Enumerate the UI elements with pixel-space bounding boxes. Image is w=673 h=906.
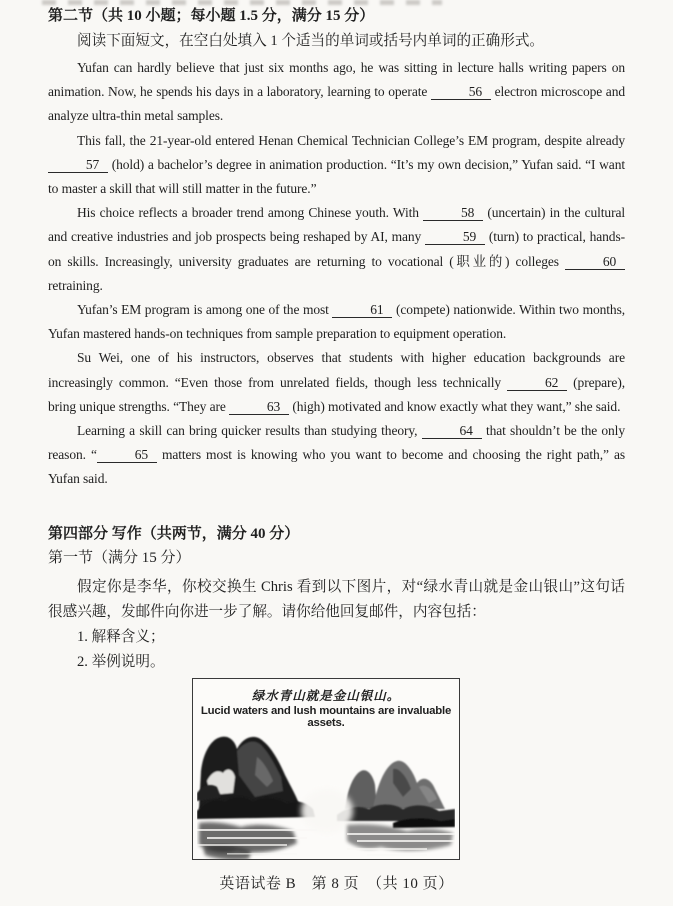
page-content	[48, 4, 625, 675]
section2-heading: 第二节（共 10 小题；每小题 1.5 分，满分 15 分）	[48, 8, 375, 24]
cloze-blank-61: 61	[332, 302, 392, 318]
writing-points-list	[77, 625, 625, 675]
picture-caption-chinese: 绿水青山就是金山银山。	[251, 689, 401, 703]
cloze-paragraph-3: His choice reflects a broader trend among Chinese youth. With 58 (uncertain) in the cultural and creative industries and job prospects being reshaped by AI, many 59 (turn) to practical, hands-on skills. Increasingly, university graduates are returning to vocational (职业的) colleges 60 retraining.	[48, 205, 626, 293]
cloze-blank-60: 60	[565, 254, 625, 270]
cloze-paragraph-5: Su Wei, one of his instructors, observes that students with higher education backgrounds are increasingly common. “Even those from unrelated fields, though less technically 62 (prepare), bring unique strengths. “They are 63 (high) motivated and know exactly what they want,” she said.	[48, 350, 625, 414]
cloze-blank-59: 59	[425, 229, 485, 245]
section4-heading: 第四部分 写作（共两节，满分 40 分）	[48, 525, 300, 542]
picture-caption-english: Lucid waters and lush mountains are invaluable assets.	[200, 705, 452, 729]
ink-landscape-painting-image	[197, 731, 455, 860]
cloze-blank-63: 63	[229, 399, 289, 415]
cloze-blank-64: 64	[422, 423, 482, 439]
cloze-paragraph-6: Learning a skill can bring quicker results than studying theory, 64 that shouldn’t be the only reason. “ 65 matters most is knowing who you want to become and choosing the right path,” as Yufan said.	[48, 423, 625, 487]
picture-box	[192, 678, 460, 860]
center-mist	[301, 789, 353, 833]
left-mountain	[199, 737, 301, 809]
section2-instruction: 阅读下面短文，在空白处填入 1 个适当的单词或括号内单词的正确形式。	[77, 33, 545, 49]
cloze-blank-56: 56	[431, 84, 491, 100]
writing-point-2: 2. 举例说明。	[77, 653, 165, 670]
cloze-blank-65: 65	[97, 447, 157, 463]
cloze-blank-62: 62	[507, 375, 567, 391]
section4-part1-heading: 第一节（满分 15 分）	[48, 549, 191, 566]
cloze-passage	[48, 56, 625, 492]
cloze-paragraph-1: Yufan can hardly believe that just six months ago, he was sitting in lecture halls writing papers on animation. Now, he spends his days in a laboratory, learning to operate 56 electron microscope and analyze ultra-thin metal samples.	[48, 60, 625, 124]
right-peaks	[345, 761, 445, 809]
cloze-blank-58: 58	[423, 205, 483, 221]
page-footer: 英语试卷 B 第 8 页 （共 10 页）	[219, 876, 454, 892]
writing-prompt: 假定你是李华，你校交换生 Chris 看到以下图片，对“绿水青山就是金山银山”这句话很感兴趣，发邮件向你进一步了解。请你给他回复邮件，内容包括：	[48, 578, 625, 620]
writing-section	[48, 522, 625, 675]
cloze-paragraph-4: Yufan’s EM program is among one of the most 61 (compete) nationwide. Within two months, Yufan mastered hands-on techniques from sample preparation to equipment operation.	[48, 302, 625, 342]
cloze-blank-57: 57	[48, 157, 108, 173]
cloze-paragraph-2: This fall, the 21-year-old entered Henan Chemical Technician College’s EM program, despite already 57 (hold) a bachelor’s degree in animation production. “It’s my own decision,” Yufan said. “I want to master a skill that will still matter in the future.”	[48, 132, 625, 197]
writing-point-1: 1. 解释含义；	[77, 628, 165, 645]
